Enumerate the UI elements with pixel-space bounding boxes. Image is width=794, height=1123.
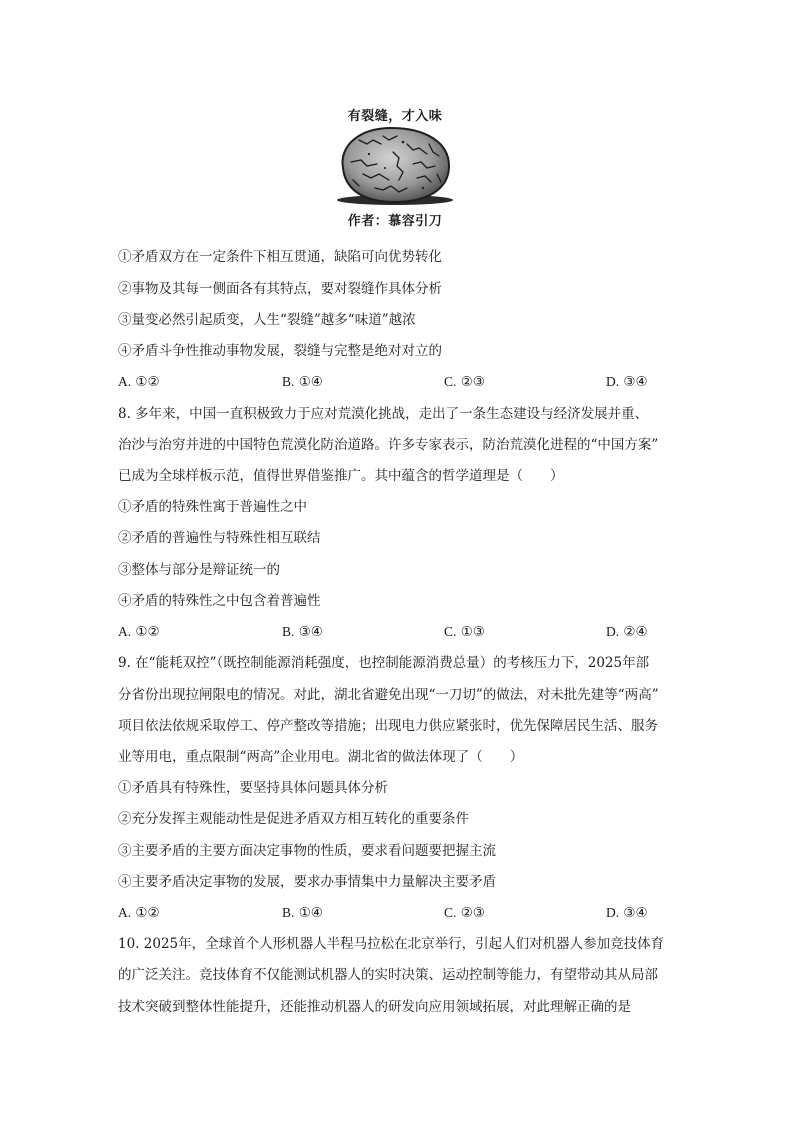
q10-stem-line-1: 10. 2025年，全球首个人形机器人半程马拉松在北京举行，引起人们对机器人参加竞技体育 <box>118 936 665 952</box>
q7-statement-1: ①矛盾双方在一定条件下相互贯通，缺陷可向优势转化 <box>118 249 442 265</box>
q7-option-b[interactable]: B. ①④ <box>282 374 323 390</box>
cartoon-title: 有裂缝，才入味 <box>347 109 443 124</box>
q8-statement-4: ④矛盾的特殊性之中包含着普遍性 <box>118 593 321 609</box>
q8-option-c[interactable]: C. ①③ <box>444 624 485 640</box>
q8-statement-3: ③整体与部分是辩证统一的 <box>118 562 280 578</box>
q9-option-a[interactable]: A. ①② <box>118 905 160 921</box>
q8-stem-line-1: 8. 多年来，中国一直积极致力于应对荒漠化挑战，走出了一条生态建设与经济发展并重、 <box>118 406 649 422</box>
q8-statement-1: ①矛盾的特殊性寓于普遍性之中 <box>118 499 307 515</box>
q8-options <box>118 622 658 642</box>
q8-stem-line-3: 已成为全球样板示范，值得世界借鉴推广。其中蕴含的哲学道理是（ ） <box>118 468 564 484</box>
q10-stem-line-2: 的广泛关注。竞技体育不仅能测试机器人的实时决策、运动控制等能力，有望带动其从局部 <box>118 967 658 983</box>
q9-stem-line-4: 业等用电，重点限制“两高”企业用电。湖北省的做法体现了（ ） <box>118 749 524 765</box>
q9-stem-line-1: 9. 在“能耗双控”（既控制能源消耗强度，也控制能源消费总量）的考核压力下，2025年部 <box>118 655 650 671</box>
q9-stem-line-2: 分省份出现拉闸限电的情况。对此，湖北省避免出现“一刀切”的做法，对未批先建等“两高” <box>118 687 659 703</box>
q10-stem-line-3: 技术突破到整体性能提升，还能推动机器人的研发向应用领域拓展，对此理解正确的是 <box>118 999 631 1015</box>
q7-statement-3: ③量变必然引起质变，人生“裂缝”越多“味道”越浓 <box>118 312 416 328</box>
q9-stem-line-3: 项目依法依规采取停工、停产整改等措施；出现电力供应紧张时，优先保障居民生活、服务 <box>118 718 658 734</box>
q7-statement-4: ④矛盾斗争性推动事物发展，裂缝与完整是绝对对立的 <box>118 343 442 359</box>
q7-option-a[interactable]: A. ①② <box>118 374 160 390</box>
q8-option-a[interactable]: A. ①② <box>118 624 160 640</box>
q7-statement-2: ②事物及其每一侧面各有其特点，要对裂缝作具体分析 <box>118 281 442 297</box>
q7-option-d[interactable]: D. ③④ <box>606 374 648 390</box>
cartoon-author: 作者：慕容引刀 <box>347 214 443 229</box>
cracked-rock-illustration <box>333 122 457 206</box>
q9-option-d[interactable]: D. ③④ <box>606 905 648 921</box>
q9-statement-2: ②充分发挥主观能动性是促进矛盾双方相互转化的重要条件 <box>118 811 469 827</box>
cartoon-figure <box>330 102 460 232</box>
q8-statement-2: ②矛盾的普遍性与特殊性相互联结 <box>118 530 321 546</box>
q9-statement-1: ①矛盾具有特殊性，要坚持具体问题具体分析 <box>118 780 388 796</box>
q9-option-b[interactable]: B. ①④ <box>282 905 323 921</box>
q8-option-d[interactable]: D. ②④ <box>606 624 648 640</box>
q9-statement-3: ③主要矛盾的主要方面决定事物的性质，要求看问题要把握主流 <box>118 843 496 859</box>
q9-option-c[interactable]: C. ②③ <box>444 905 485 921</box>
q8-option-b[interactable]: B. ③④ <box>282 624 323 640</box>
q7-option-c[interactable]: C. ②③ <box>444 374 485 390</box>
q9-statement-4: ④主要矛盾决定事物的发展，要求办事情集中力量解决主要矛盾 <box>118 874 496 890</box>
q7-options <box>118 372 658 392</box>
q8-stem-line-2: 治沙与治穷并进的中国特色荒漠化防治道路。许多专家表示，防治荒漠化进程的“中国方案” <box>118 437 659 453</box>
q9-options <box>118 903 658 923</box>
